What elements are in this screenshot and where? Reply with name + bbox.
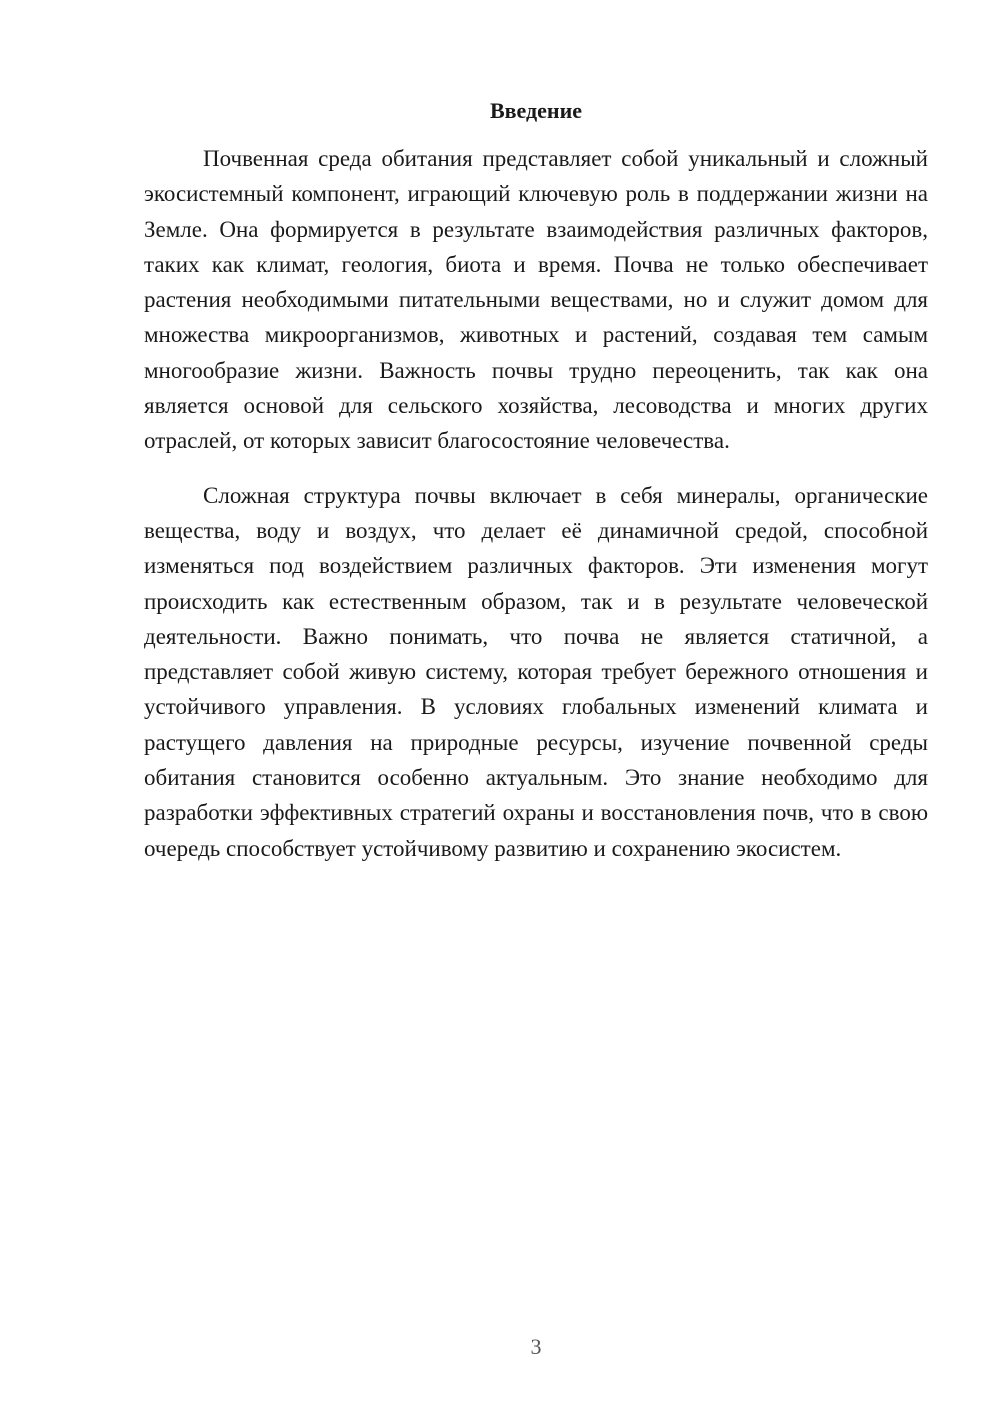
document-body <box>144 141 928 866</box>
page-number: 3 <box>530 1334 542 1359</box>
page-title: Введение <box>489 98 583 123</box>
intro-paragraph-2: Сложная структура почвы включает в себя минералы, органические вещества, воду и воздух, что делает её динамичной средой, способной изменяться под воздействием различных факторов. Эти изменения могут происходить как естественным образом, так и в результате человеческой деятельности. Важно понимать, что почва не является статичной, а представляет собой живую систему, которая требует бережного отношения и устойчивого управления. В условиях глобальных изменений климата и растущего давления на природные ресурсы, изучение почвенной среды обитания становится особенно актуальным. Это знание необходимо для разработки эффективных стратегий охраны и восстановления почв, что в свою очередь способствует устойчивому развитию и сохранению экосистем. <box>144 482 928 861</box>
intro-paragraph-1: Почвенная среда обитания представляет собой уникальный и сложный экосистемный компонент, играющий ключевую роль в поддержании жизни на Земле. Она формируется в результате взаимодействия различных факторов, таких как климат, геология, биота и время. Почва не только обеспечивает растения необходимыми питательными веществами, но и служит домом для множества микроорганизмов, животных и растений, создавая тем самым многообразие жизни. Важность почвы трудно переоценить, так как она является основой для сельского хозяйства, лесоводства и многих других отраслей, от которых зависит благосостояние человечества. <box>144 146 928 454</box>
